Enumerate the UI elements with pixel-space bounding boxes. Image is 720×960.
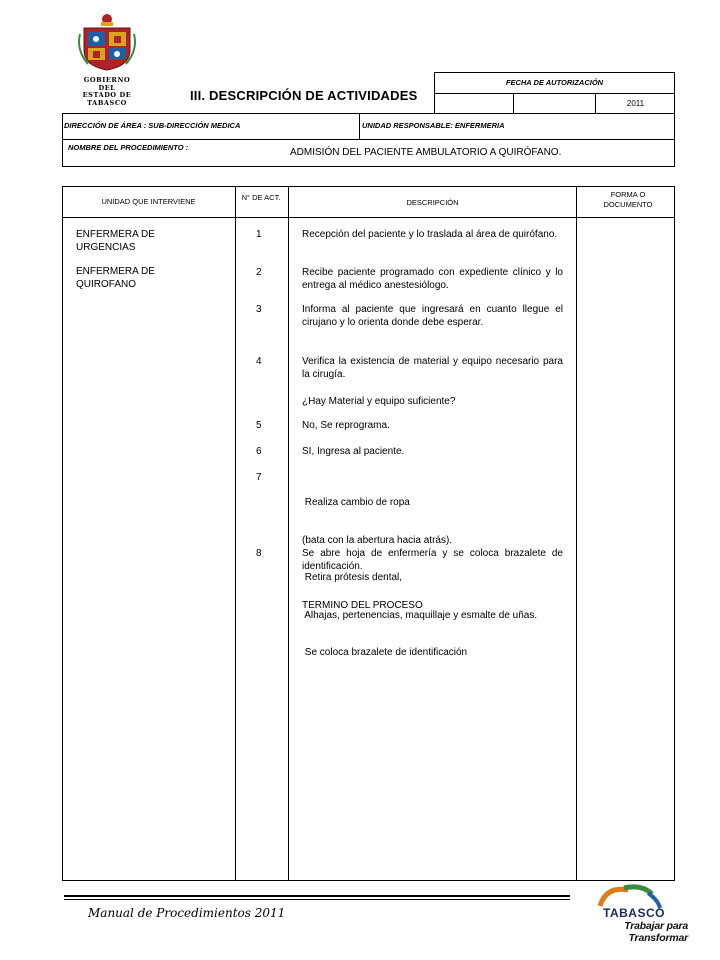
activity-description: Se abre hoja de enfermería y se coloca brazalete de identificación. xyxy=(302,548,563,572)
description-line: Realiza cambio de ropa xyxy=(302,497,410,508)
logo-caption xyxy=(74,77,140,107)
activity-description: SI, Ingresa al paciente. xyxy=(302,446,405,457)
logo-line: ESTADO DE xyxy=(82,91,132,99)
activity-description: Recibe paciente programado con expediente clínico y lo entrega al médico anestesiólogo. xyxy=(302,267,563,291)
decision-question: ¿Hay Material y equipo suficiente? xyxy=(302,396,456,407)
activity-number: 2 xyxy=(256,267,262,278)
section-title: III. DESCRIPCIÓN DE ACTIVIDADES xyxy=(190,88,418,103)
description-line: Se coloca brazalete de identificación xyxy=(302,647,468,658)
footer-rule-thick xyxy=(64,895,570,897)
process-end-label: TERMINO DEL PROCESO xyxy=(302,600,423,611)
area-unit-divider xyxy=(359,113,360,140)
description-line: (bata con la abertura hacia atrás). xyxy=(302,534,453,546)
footer-rule-thin xyxy=(64,899,570,900)
column-header-number: N° DE ACT. xyxy=(241,193,281,202)
auth-divider-v1 xyxy=(513,93,514,114)
column-header-description: DESCRIPCIÓN xyxy=(406,198,459,207)
activity-number: 6 xyxy=(256,446,262,457)
tabasco-brand-logo xyxy=(586,884,688,944)
responsible-unit-label: UNIDAD RESPONSABLE: ENFERMERIA xyxy=(362,121,505,130)
activity-description: No, Se reprograma. xyxy=(302,420,390,431)
activity-number: 7 xyxy=(256,472,262,483)
description-line: Retira prótesis dental, xyxy=(302,572,403,583)
activity-number: 5 xyxy=(256,420,262,431)
procedure-name-label: NOMBRE DEL PROCEDIMIENTO : xyxy=(68,143,189,152)
auth-divider-h xyxy=(434,93,675,94)
manual-title: Manual de Procedimientos 2011 xyxy=(88,906,286,920)
activity-number: 4 xyxy=(256,356,262,367)
logo-line: GOBIERNO DEL xyxy=(83,76,131,92)
column-divider-1 xyxy=(235,186,236,881)
brand-slogan: Trabajar para Transformar xyxy=(624,920,688,944)
column-divider-2 xyxy=(288,186,289,881)
authorization-date-label: FECHA DE AUTORIZACIÓN xyxy=(505,78,604,87)
table-header-divider xyxy=(62,217,675,218)
activity-description: Recepción del paciente y lo traslada al área de quirófano. xyxy=(302,229,558,240)
description-line: Alhajas, pertenencias, maquillaje y esmalte de uñas. xyxy=(302,609,538,621)
column-header-form: FORMA O DOCUMENTO xyxy=(603,190,653,209)
activity-description: Verifica la existencia de material y equipo necesario para la cirugía. xyxy=(302,356,563,380)
column-header-unit: UNIDAD QUE INTERVIENE xyxy=(101,197,196,206)
activity-number: 8 xyxy=(256,548,262,559)
activity-number: 3 xyxy=(256,304,262,315)
logo-line: TABASCO xyxy=(87,98,127,107)
activity-description: Informa al paciente que ingresará en cuanto llegue el cirujano y lo orienta donde debe esperar. xyxy=(302,304,563,328)
unit-urgencias: ENFERMERA DE URGENCIAS xyxy=(76,229,155,253)
activity-number: 1 xyxy=(256,229,262,240)
authorization-year: 2011 xyxy=(626,99,645,108)
direction-area-label: DIRECCIÓN DE ÁREA : SUB-DIRECCIÓN MEDICA xyxy=(64,121,241,130)
brand-name: TABASCO xyxy=(603,906,665,920)
column-divider-3 xyxy=(576,186,577,881)
state-coat-of-arms-logo xyxy=(74,12,140,107)
procedure-name: ADMISIÓN DEL PACIENTE AMBULATORIO A QUIRÓFANO. xyxy=(290,147,562,158)
unit-quirofano: ENFERMERA DE QUIROFANO xyxy=(76,266,155,290)
